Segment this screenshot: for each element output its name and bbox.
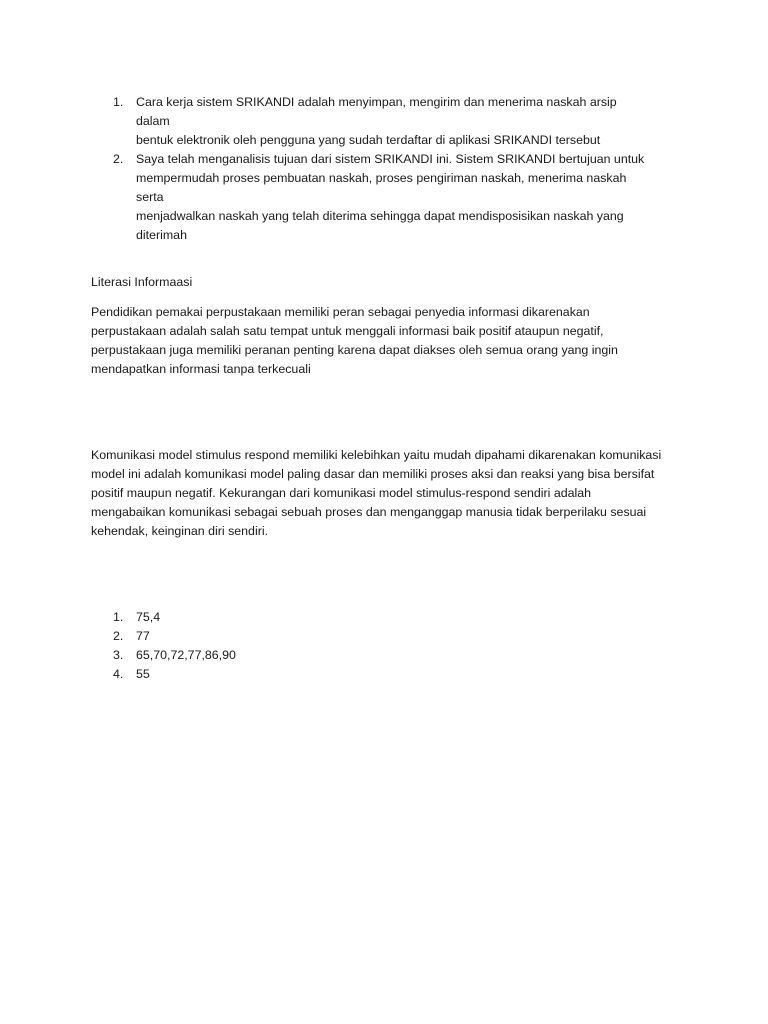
list-number: 4. [113,667,124,681]
list-item [91,608,491,627]
paragraph-line: model ini adalah komunikasi model paling dasar dan memiliki proses aksi dan reaksi yang bisa bersifat [91,467,655,481]
komunikasi-paragraph [91,446,701,541]
list-text-line: mempermudah proses pembuatan naskah, proses pengiriman naskah, menerima naskah serta [136,171,627,204]
list-item [91,93,651,150]
paragraph-line: positif maupun negatif. Kekurangan dari komunikasi model stimulus-respond sendiri adalah [91,486,592,500]
list-number: 2. [113,152,124,166]
list-number: 1. [113,610,124,624]
answer-value: 75,4 [136,610,161,624]
paragraph-line: mengabaikan komunikasi sebagai sebuah proses dan menganggap manusia tidak berperilaku sesuai [91,505,647,519]
list-text-line: Cara kerja sistem SRIKANDI adalah menyimpan, mengirim dan menerima naskah arsip dalam [136,95,617,128]
list-item [91,627,491,646]
answer-value: 55 [136,667,150,681]
paragraph-line: kehendak, keinginan diri sendiri. [91,524,269,538]
answer-value: 65,70,72,77,86,90 [136,648,236,662]
answers-list [91,608,491,684]
list-text-line: menjadwalkan naskah yang telah diterima sehingga dapat mendisposisikan naskah yang [136,209,624,223]
answer-value: 77 [136,629,150,643]
list-item [91,150,651,245]
paragraph-line: perpustakaan juga memiliki peranan penting karena dapat diakses oleh semua orang yang ingin [91,343,618,357]
list-number: 2. [113,629,124,643]
list-number: 1. [113,95,124,109]
list-text-line: bentuk elektronik oleh pengguna yang sudah terdaftar di aplikasi SRIKANDI tersebut [136,133,601,147]
paragraph-line: mendapatkan informasi tanpa terkecuali [91,362,311,376]
list-number: 3. [113,648,124,662]
paragraph-line: Komunikasi model stimulus respond memiliki kelebihkan yaitu mudah dipahami dikarenakan komunikasi [91,448,662,462]
section-heading: Literasi Informaasi [91,275,193,289]
literasi-paragraph [91,303,651,379]
paragraph-line: perpustakaan adalah salah satu tempat untuk menggali informasi baik positif ataupun negatif, [91,324,604,338]
list-item [91,646,491,665]
list-text-line: diterimah [136,228,187,242]
list-item [91,665,491,684]
paragraph-line: Pendidikan pemakai perpustakaan memiliki peran sebagai penyedia informasi dikarenakan [91,305,590,319]
list-text-line: Saya telah menganalisis tujuan dari sistem SRIKANDI ini. Sistem SRIKANDI bertujuan untuk [136,152,645,166]
srikandi-list [91,93,651,245]
